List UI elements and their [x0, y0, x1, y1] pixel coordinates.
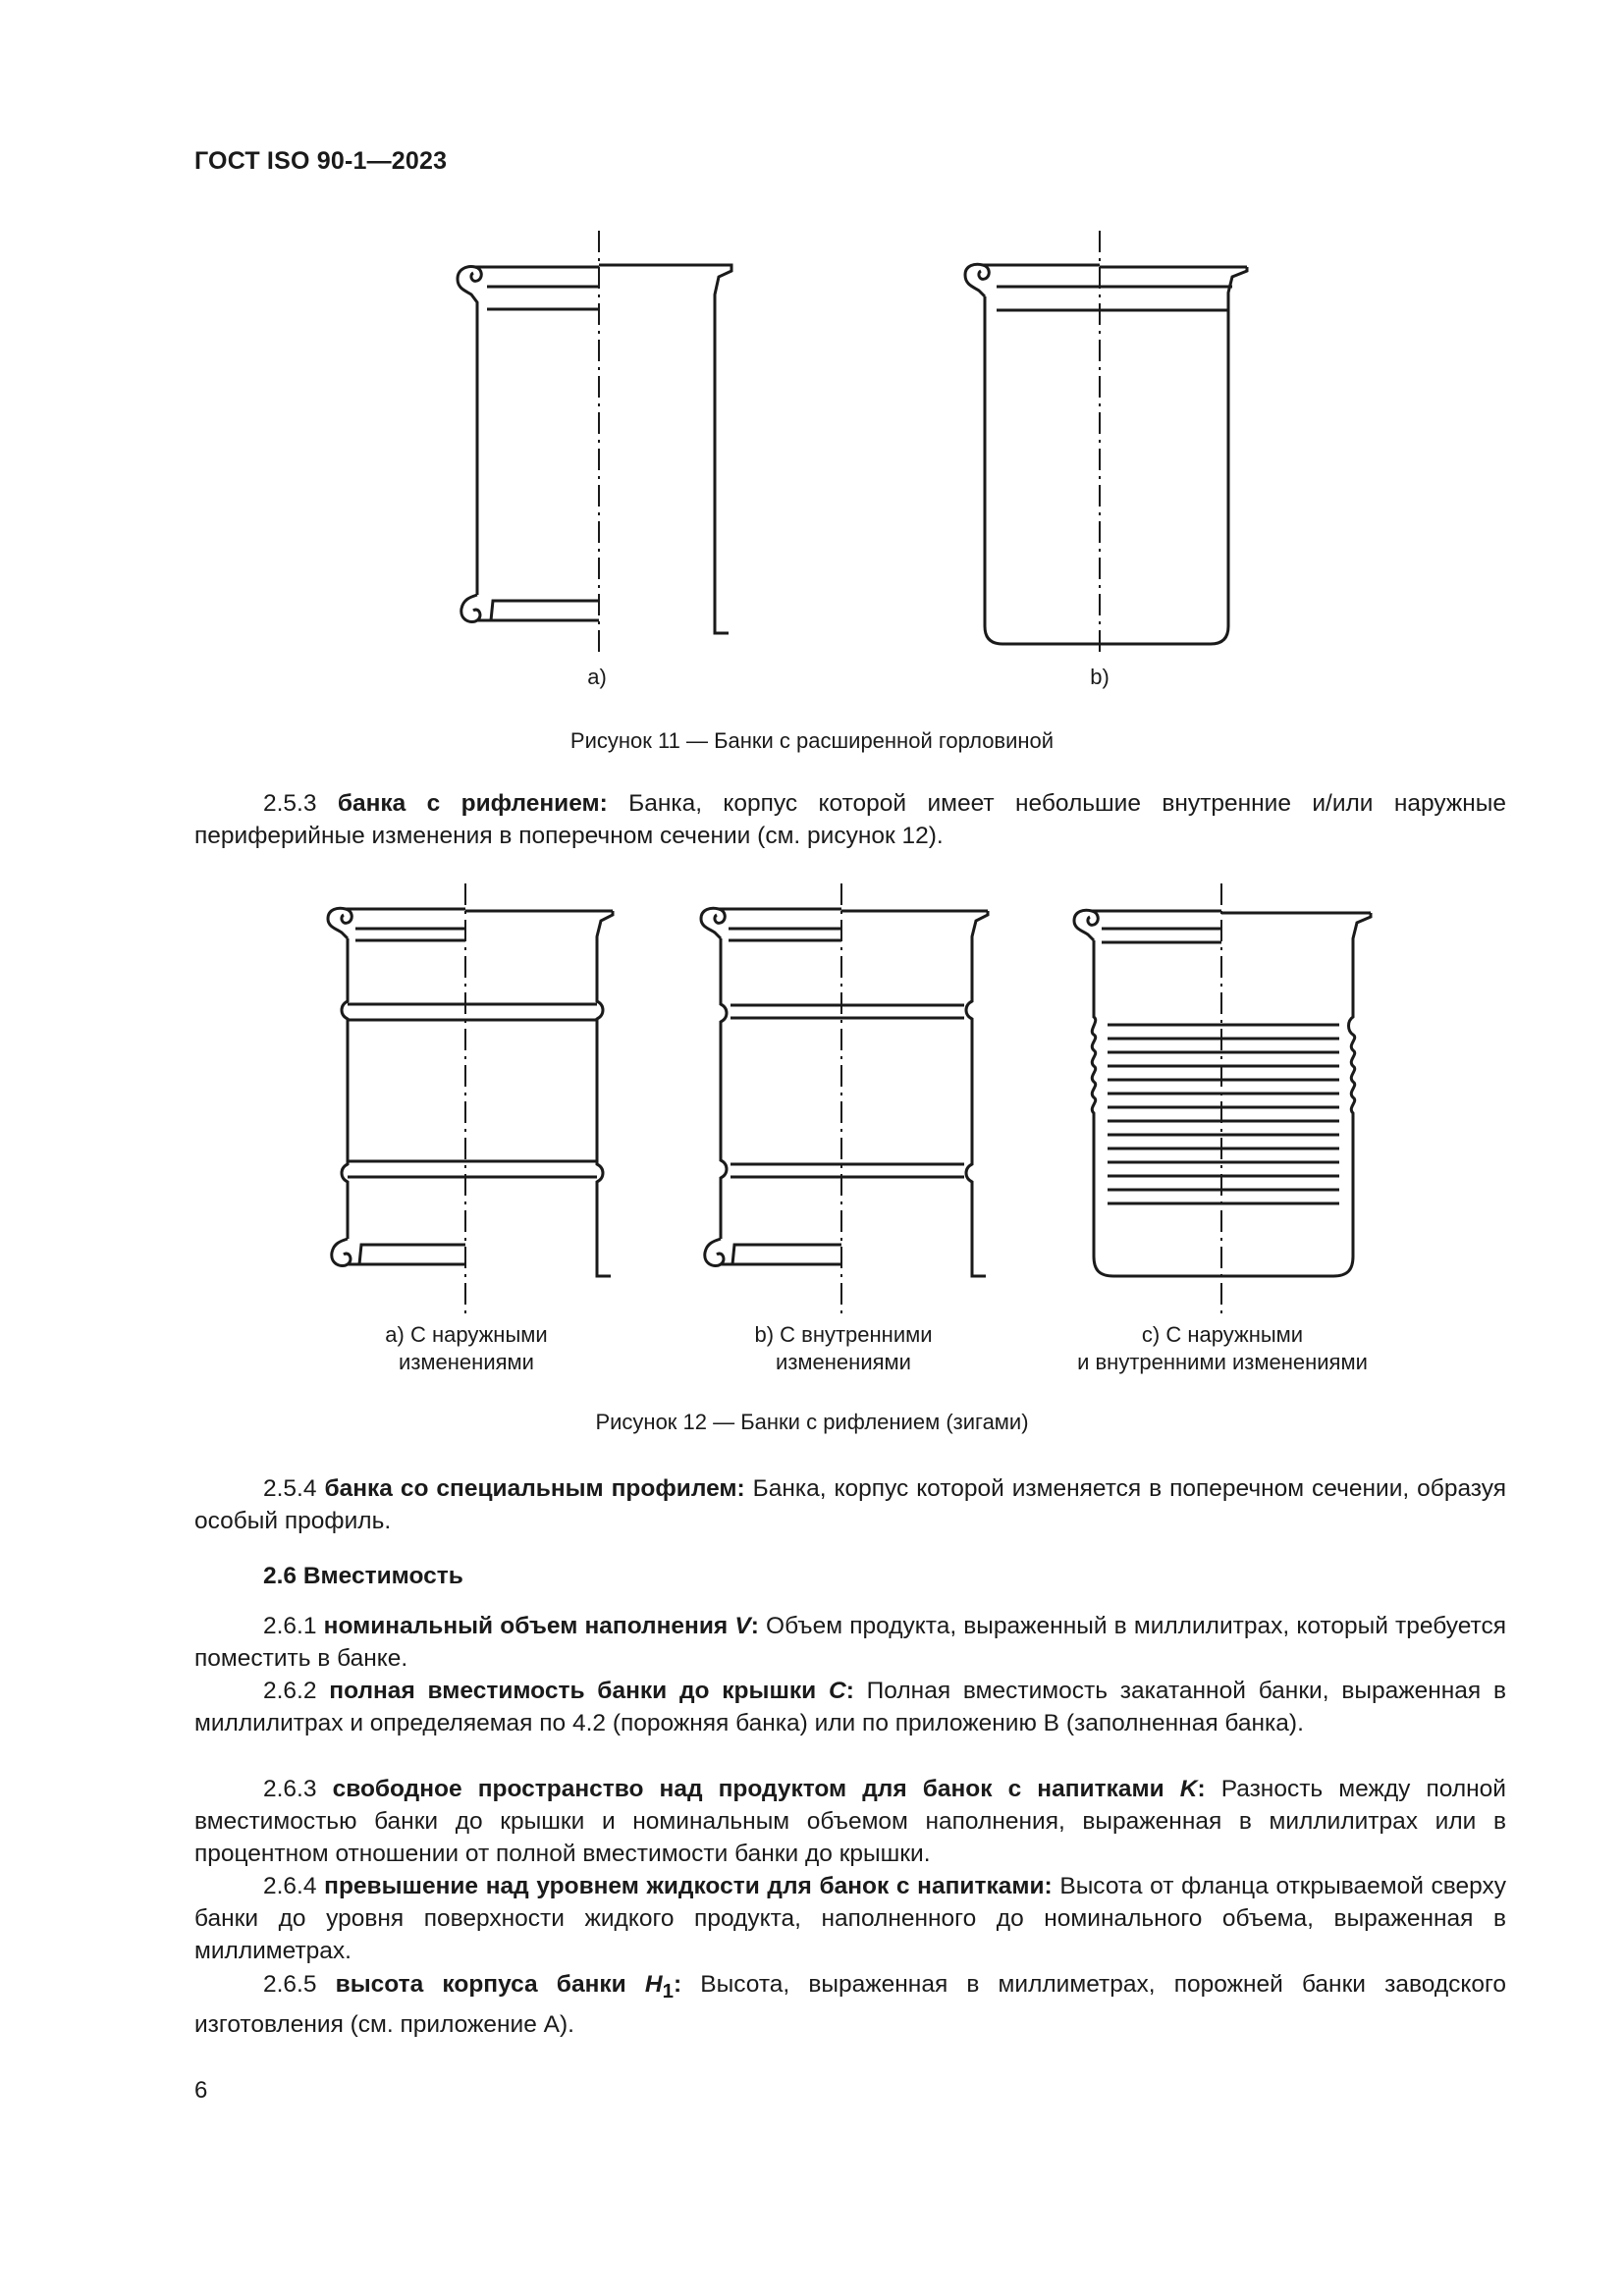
paragraph-text: Высота от фланца открываемой сверху банки до уровня поверхности жидкого продукта, наполненного до номинального объема, выраженная в миллиметрах.	[194, 1873, 1507, 1964]
term-definition: превышение над уровнем жидкости для банок с напитками:	[324, 1873, 1053, 1899]
term-symbol: C	[829, 1678, 846, 1704]
figure-12c-can-drawing	[1072, 881, 1386, 1313]
paragraph-text: Банка, корпус которой изменяется в поперечном сечении, образуя особый профиль.	[194, 1475, 1506, 1534]
paragraph-2-6-4	[194, 1870, 1506, 1967]
paragraph-2-6-1	[194, 1610, 1506, 1675]
figure-12c-label-line1: c) С наружными	[1141, 1322, 1304, 1347]
figure-12c-label-line2: и внутренними изменениями	[1077, 1350, 1368, 1374]
term-definition: банка со специальным профилем:	[324, 1475, 745, 1502]
figure-11b-label: b)	[1090, 665, 1110, 689]
term-subscript: 1	[662, 1980, 674, 2002]
paragraph-text: Высота, выраженная в миллиметрах, порожней банки заводского изготовления (см. приложение А).	[194, 1971, 1507, 2038]
figure-12a-can-drawing	[316, 881, 621, 1313]
figure-11a-label: a)	[587, 665, 607, 689]
figure-12b-label-line2: изменениями	[776, 1350, 911, 1374]
figure-12a-label-line1: a) С наружными	[385, 1322, 548, 1347]
paragraph-2-5-4	[194, 1472, 1506, 1537]
term-symbol: K	[1179, 1776, 1198, 1802]
figure-12-caption: Рисунок 12 — Банки с рифлением (зигами)	[595, 1410, 1029, 1434]
paragraph-2-5-3	[194, 787, 1506, 852]
figure-12a-label-line2: изменениями	[399, 1350, 534, 1374]
clause-number: 2.6.3	[263, 1776, 317, 1802]
figure-12c-label	[1041, 1321, 1404, 1376]
figure-11b-can-drawing	[938, 226, 1262, 658]
term-definition: номинальный объем наполнения V:	[323, 1613, 759, 1639]
clause-number: 2.6.2	[263, 1678, 317, 1704]
clause-number: 2.6.5	[263, 1971, 317, 1998]
paragraph-text: Банка, корпус которой имеет небольшие внутренние и/или наружные периферийные изменения в поперечном сечении (см. рисунок 12).	[194, 790, 1507, 849]
clause-number: 2.6.4	[263, 1873, 317, 1899]
figure-12a-label	[324, 1321, 609, 1376]
paragraph-2-6-3	[194, 1773, 1506, 1870]
paragraph-text: Полная вместимость закатанной банки, выраженная в миллилитрах и определяемая по 4.2 (порожняя банка) или по приложению В (заполненная банка).	[194, 1678, 1506, 1736]
paragraph-2-6-2	[194, 1675, 1506, 1739]
clause-number: 2.6.1	[263, 1613, 317, 1639]
paragraph-2-6-5	[194, 1968, 1506, 2041]
term-definition: полная вместимость банки до крышки C:	[329, 1678, 854, 1704]
paragraph-text: Объем продукта, выраженный в миллилитрах, который требуется поместить в банке.	[194, 1613, 1506, 1672]
figure-12b-label-line1: b) С внутренними	[754, 1322, 933, 1347]
page-number: 6	[194, 2077, 208, 2104]
document-header: ГОСТ ISO 90-1—2023	[194, 147, 448, 175]
term-definition: свободное пространство над продуктом для банок с напитками K:	[332, 1776, 1206, 1802]
clause-number: 2.5.3	[263, 790, 317, 817]
figure-12b-label	[701, 1321, 986, 1376]
term-definition: банка с рифлением:	[337, 790, 608, 817]
section-title-2-6: 2.6 Вместимость	[263, 1563, 463, 1589]
term-symbol: V	[734, 1613, 751, 1639]
figure-12b-can-drawing	[699, 881, 994, 1313]
clause-number: 2.5.4	[263, 1475, 317, 1502]
term-definition: высота корпуса банки $H_1$:	[335, 1971, 682, 2002]
figure-11-caption: Рисунок 11 — Банки с расширенной горловиной	[569, 728, 1055, 753]
paragraph-text: Разность между полной вместимостью банки до крышки и номинальным объемом наполнения, выраженная в миллилитрах или в процентном отношении от полной вместимости банки до крышки.	[194, 1776, 1506, 1867]
term-symbol: H	[644, 1971, 663, 1998]
figure-11a-can-drawing	[432, 226, 766, 658]
